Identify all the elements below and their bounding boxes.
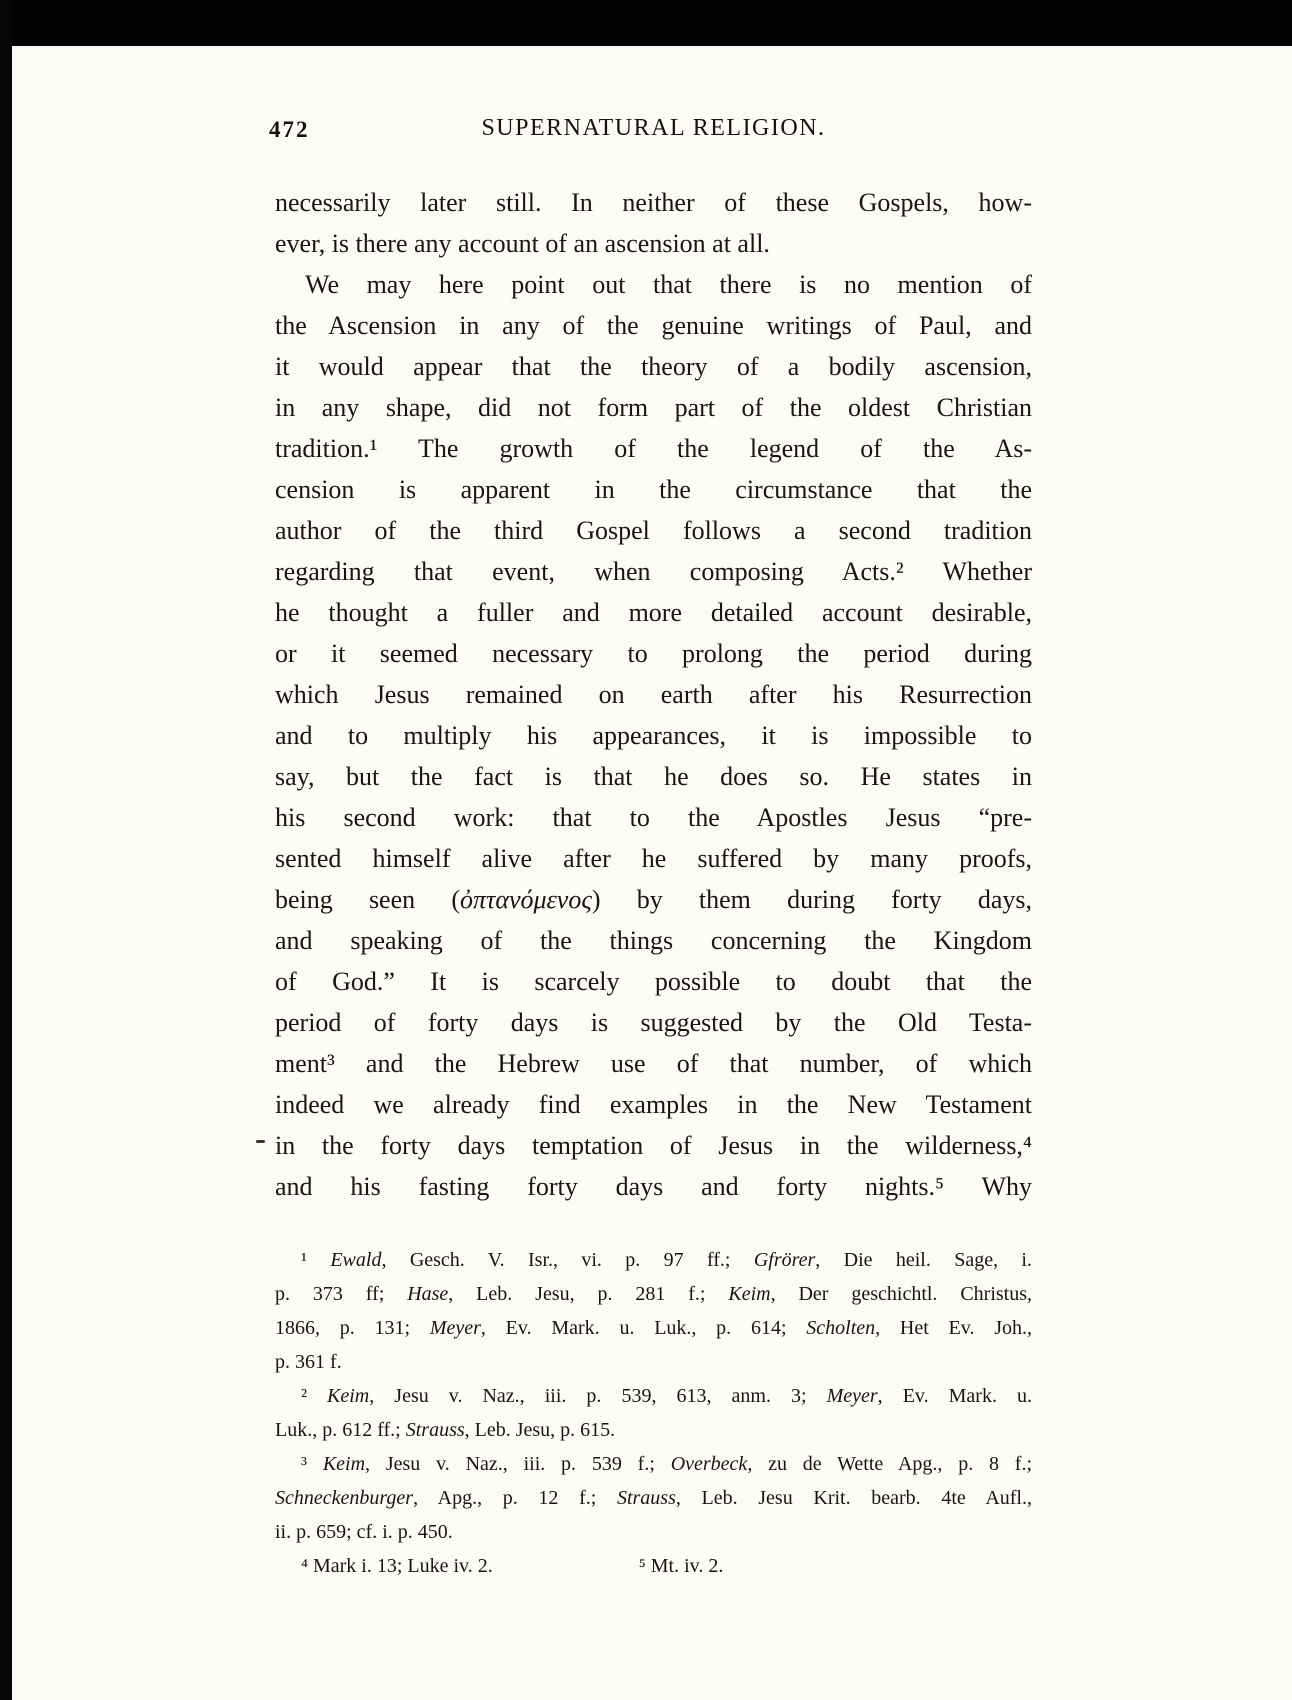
text-run: ever, is there any account of an ascension at all. xyxy=(275,229,770,258)
text-line xyxy=(275,1277,1032,1311)
text-run: in the forty days temptation of Jesus in the wilderness,⁴ xyxy=(275,1131,1032,1160)
text-line xyxy=(275,305,1032,346)
text-line xyxy=(275,428,1032,469)
text-run: ² xyxy=(301,1385,328,1407)
text-run: and his fasting forty days and forty nights.⁵ Why xyxy=(275,1172,1032,1201)
text-run: ment³ and the Hebrew use of that number, of which xyxy=(275,1049,1032,1078)
text-run: , Ev. Mark. u. xyxy=(877,1385,1032,1407)
text-line xyxy=(275,1243,1032,1277)
text-line xyxy=(275,264,1032,305)
text-line xyxy=(275,715,1032,756)
text-run: he thought a fuller and more detailed account desirable, xyxy=(275,598,1032,627)
page-header xyxy=(269,112,1032,152)
text-run: , Gesch. V. Isr., vi. p. 97 ff.; xyxy=(381,1249,754,1271)
text-line xyxy=(275,1345,1032,1379)
text-line xyxy=(275,223,1032,264)
text-line xyxy=(275,1311,1032,1345)
text-line xyxy=(275,633,1032,674)
italic-text-run: Meyer xyxy=(429,1317,481,1339)
text-run: author of the third Gospel follows a second tradition xyxy=(275,516,1032,545)
italic-text-run: Keim xyxy=(322,1453,366,1475)
text-run: or it seemed necessary to prolong the period during xyxy=(275,639,1032,668)
italic-text-run: Ewald xyxy=(330,1249,382,1271)
text-run: , Leb. Jesu, p. 615. xyxy=(464,1419,616,1441)
text-run: and speaking of the things concerning the Kingdom xyxy=(275,926,1032,955)
text-line xyxy=(275,838,1032,879)
text-run: and to multiply his appearances, it is impossible to xyxy=(275,721,1032,750)
italic-text-run: Scholten xyxy=(806,1317,876,1339)
italic-text-run: Overbeck xyxy=(670,1453,748,1475)
text-run: it would appear that the theory of a bodily ascension, xyxy=(275,352,1032,381)
page-content xyxy=(269,112,1033,1583)
scan-edge-top xyxy=(0,0,1292,46)
text-run: ¹ xyxy=(301,1249,331,1271)
text-line xyxy=(275,756,1032,797)
text-run: , Der geschichtl. Christus, xyxy=(770,1283,1032,1305)
italic-text-run: Gfrörer xyxy=(753,1249,816,1271)
running-title: SUPERNATURAL RELIGION. xyxy=(481,115,826,141)
text-run: tradition.¹ The growth of the legend of the As- xyxy=(275,434,1032,463)
text-run: We may here point out that there is no mention of xyxy=(305,270,1032,299)
text-run: ³ xyxy=(301,1453,323,1475)
italic-text-run: Meyer xyxy=(826,1385,878,1407)
text-run: his second work: that to the Apostles Jesus “pre- xyxy=(275,803,1032,832)
footnote xyxy=(275,1243,1032,1379)
text-run: ⁴ Mark i. 13; Luke iv. 2. xyxy=(301,1555,493,1577)
text-run: cension is apparent in the circumstance that the xyxy=(275,475,1032,504)
text-line xyxy=(275,346,1032,387)
page-number: 472 xyxy=(269,117,310,142)
text-run: , Jesu v. Naz., iii. p. 539, 613, anm. 3; xyxy=(369,1385,827,1407)
scan-artifact-mark xyxy=(256,1140,265,1143)
text-run: of God.” It is scarcely possible to doubt that the xyxy=(275,967,1032,996)
text-line xyxy=(275,797,1032,838)
text-run: , Ev. Mark. u. Luk., p. 614; xyxy=(480,1317,807,1339)
text-line xyxy=(275,1084,1032,1125)
footnote xyxy=(275,1549,1032,1583)
text-run: being seen ( xyxy=(275,885,460,914)
text-run: the Ascension in any of the genuine writings of Paul, and xyxy=(275,311,1032,340)
text-line xyxy=(275,920,1032,961)
text-line xyxy=(275,1166,1032,1207)
text-run: p. 373 ff; xyxy=(275,1283,408,1305)
text-line xyxy=(275,510,1032,551)
text-line xyxy=(275,1549,1032,1583)
text-line xyxy=(275,1125,1032,1166)
text-line xyxy=(275,469,1032,510)
text-line xyxy=(275,387,1032,428)
text-run: , Jesu v. Naz., iii. p. 539 f.; xyxy=(365,1453,671,1475)
italic-text-run: Hase xyxy=(407,1283,449,1305)
text-line xyxy=(275,674,1032,715)
text-run: sented himself alive after he suffered by many proofs, xyxy=(275,844,1032,873)
text-line xyxy=(275,1515,1032,1549)
text-line xyxy=(275,961,1032,1002)
text-line xyxy=(275,551,1032,592)
text-run: , Leb. Jesu, p. 281 f.; xyxy=(448,1283,729,1305)
text-run: necessarily later still. In neither of these Gospels, how- xyxy=(275,188,1032,217)
text-run: Luk., p. 612 ff.; xyxy=(275,1419,406,1441)
italic-text-run: Keim xyxy=(327,1385,370,1407)
footnote xyxy=(275,1447,1032,1549)
paragraph xyxy=(275,264,1032,1207)
text-run: ⁵ Mt. iv. 2. xyxy=(638,1555,724,1577)
text-run: say, but the fact is that he does so. He states in xyxy=(275,762,1032,791)
text-line xyxy=(275,1379,1032,1413)
text-line xyxy=(275,1413,1032,1447)
text-run: ii. p. 659; cf. i. p. 450. xyxy=(275,1521,453,1543)
text-run: , Leb. Jesu Krit. bearb. 4te Aufl., xyxy=(675,1487,1032,1509)
text-line xyxy=(275,592,1032,633)
text-line xyxy=(275,1447,1032,1481)
italic-text-run: ὀπτανόμενος xyxy=(459,885,592,914)
text-run: , Die heil. Sage, i. xyxy=(815,1249,1032,1271)
text-run: indeed we already find examples in the New Testament xyxy=(275,1090,1032,1119)
text-line xyxy=(275,879,1032,920)
text-run: , zu de Wette Apg., p. 8 f.; xyxy=(747,1453,1033,1475)
body-text xyxy=(275,182,1032,1207)
text-line xyxy=(275,182,1032,223)
text-line xyxy=(275,1481,1032,1515)
scan-edge-left xyxy=(0,0,12,1700)
footnote xyxy=(275,1379,1032,1447)
italic-text-run: Strauss xyxy=(405,1419,465,1441)
text-run: period of forty days is suggested by the Old Testa- xyxy=(275,1008,1032,1037)
italic-text-run: Strauss xyxy=(616,1487,676,1509)
text-run: 1866, p. 131; xyxy=(275,1317,430,1339)
text-run: p. 361 f. xyxy=(275,1351,342,1373)
text-run: , Apg., p. 12 f.; xyxy=(413,1487,617,1509)
text-run: which Jesus remained on earth after his Resurrection xyxy=(275,680,1032,709)
footnotes-section xyxy=(275,1243,1032,1583)
paragraph xyxy=(275,182,1032,264)
text-run: in any shape, did not form part of the oldest Christian xyxy=(275,393,1032,422)
text-run: ) by them during forty days, xyxy=(591,885,1032,914)
text-line xyxy=(275,1043,1032,1084)
text-line xyxy=(275,1002,1032,1043)
text-run: regarding that event, when composing Acts.² Whether xyxy=(275,557,1032,586)
italic-text-run: Schneckenburger xyxy=(275,1487,414,1509)
text-run: , Het Ev. Joh., xyxy=(875,1317,1033,1339)
italic-text-run: Keim xyxy=(728,1283,771,1305)
